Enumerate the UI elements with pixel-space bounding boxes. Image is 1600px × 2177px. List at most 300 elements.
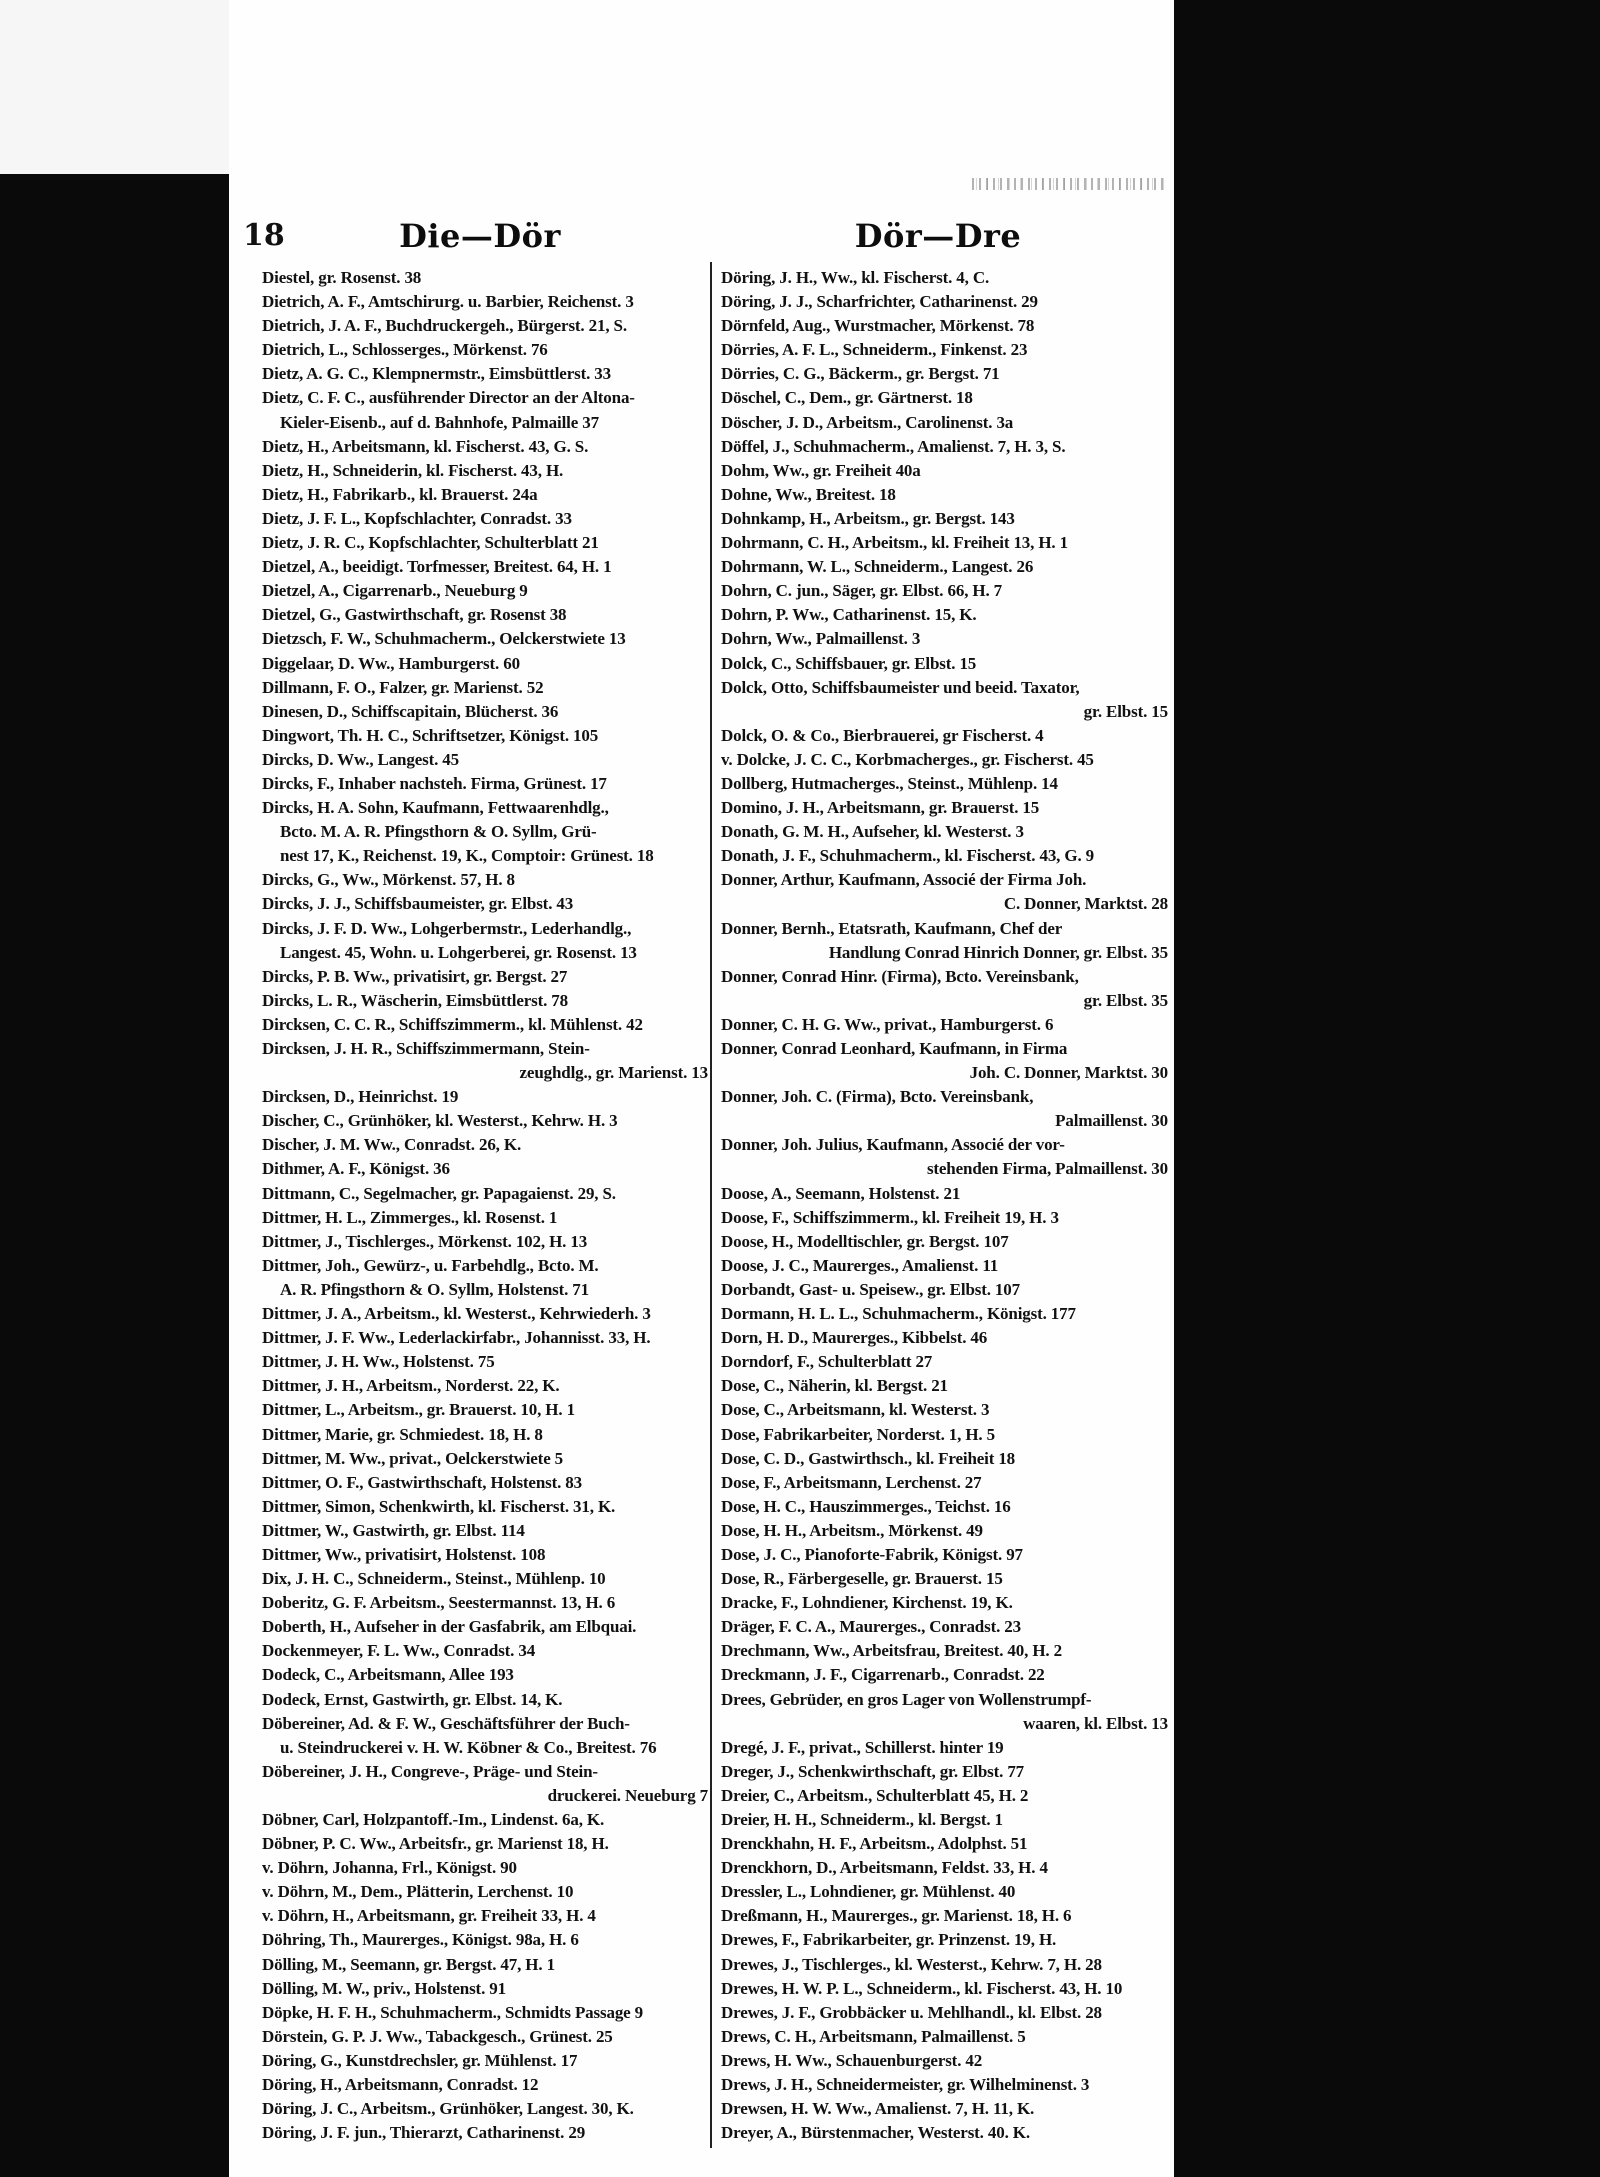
entry-text: Doose, J. C., Maurerges., Amalienst. 11 bbox=[721, 1255, 999, 1275]
directory-line bbox=[721, 2001, 1168, 2025]
directory-line bbox=[721, 1832, 1168, 1856]
entry-text: Dohne, Ww., Breitest. 18 bbox=[721, 484, 896, 504]
entry-text: Dockenmeyer, F. L. Ww., Conradst. 34 bbox=[262, 1641, 536, 1661]
directory-line bbox=[721, 1904, 1168, 1928]
entry-text: Joh. C. Donner, Marktst. 30 bbox=[969, 1063, 1168, 1083]
directory-line bbox=[721, 1784, 1168, 1808]
entry-text: Dittmer, H. L., Zimmerges., kl. Rosenst. 1 bbox=[262, 1207, 558, 1227]
directory-line bbox=[721, 1808, 1168, 1832]
entry-text: Döring, J. H., Ww., kl. Fischerst. 4, C. bbox=[721, 268, 990, 287]
entry-text: Dose, H. H., Arbeitsm., Mörkenst. 49 bbox=[721, 1520, 983, 1540]
directory-line bbox=[721, 362, 1168, 386]
directory-line bbox=[721, 338, 1168, 362]
entry-text: Dietz, H., Fabrikarb., kl. Brauerst. 24a bbox=[262, 484, 538, 504]
directory-line bbox=[721, 483, 1168, 507]
directory-line bbox=[262, 1037, 708, 1061]
entry-text: gr. Elbst. 35 bbox=[1083, 990, 1168, 1010]
entry-text: Donner, Joh. C. (Firma), Bcto. Vereinsbank, bbox=[721, 1087, 1034, 1107]
directory-line bbox=[721, 1423, 1168, 1447]
directory-line bbox=[721, 1495, 1168, 1519]
directory-line bbox=[262, 386, 708, 410]
directory-line bbox=[721, 1471, 1168, 1495]
entry-text: Dohm, Ww., gr. Freiheit 40a bbox=[721, 460, 921, 480]
directory-line bbox=[262, 435, 708, 459]
directory-line bbox=[262, 1374, 708, 1398]
directory-line bbox=[262, 1567, 708, 1591]
entry-text: waaren, kl. Elbst. 13 bbox=[1023, 1713, 1168, 1733]
directory-line bbox=[262, 1808, 708, 1832]
entry-text: Drenckhahn, H. F., Arbeitsm., Adolphst. 51 bbox=[721, 1834, 1028, 1854]
entry-text: Dörstein, G. P. J. Ww., Tabackgesch., Grünest. 25 bbox=[262, 2026, 613, 2046]
entry-text: Drewes, J. F., Grobbäcker u. Mehlhandl., kl. Elbst. 28 bbox=[721, 2002, 1102, 2022]
directory-line bbox=[262, 1133, 708, 1157]
entry-text: Dillmann, F. O., Falzer, gr. Marienst. 52 bbox=[262, 677, 544, 697]
directory-line bbox=[721, 700, 1168, 724]
directory-line bbox=[721, 1447, 1168, 1471]
directory-line bbox=[262, 362, 708, 386]
entry-text: Dittmer, J., Tischlerges., Mörkenst. 102, H. 13 bbox=[262, 1231, 588, 1251]
directory-line bbox=[721, 1326, 1168, 1350]
directory-line bbox=[721, 676, 1168, 700]
directory-line bbox=[262, 1856, 708, 1880]
directory-line bbox=[262, 1543, 708, 1567]
entry-text: Dircksen, D., Heinrichst. 19 bbox=[262, 1087, 459, 1107]
entry-text: Dohnkamp, H., Arbeitsm., gr. Bergst. 143 bbox=[721, 508, 1015, 528]
running-head-right: Dör—Dre bbox=[854, 217, 1022, 255]
directory-line bbox=[262, 1013, 708, 1037]
entry-text: Dietzel, A., beeidigt. Torfmesser, Breitest. 64, H. 1 bbox=[262, 557, 612, 577]
entry-text: Döring, H., Arbeitsmann, Conradst. 12 bbox=[262, 2075, 539, 2095]
entry-text: Dircks, L. R., Wäscherin, Eimsbüttlerst. 78 bbox=[262, 990, 569, 1010]
entry-text: Döbereiner, J. H., Congreve-, Präge- und Stein- bbox=[262, 1761, 598, 1781]
entry-text: Dietz, H., Schneiderin, kl. Fischerst. 43, H. bbox=[262, 460, 564, 480]
directory-line bbox=[262, 1350, 708, 1374]
directory-line bbox=[721, 1254, 1168, 1278]
directory-line bbox=[721, 989, 1168, 1013]
entry-text: Dittmer, Simon, Schenkwirth, kl. Fischerst. 31, K. bbox=[262, 1496, 616, 1516]
entry-text: Doberth, H., Aufseher in der Gasfabrik, am Elbquai. bbox=[262, 1617, 637, 1637]
directory-line bbox=[262, 507, 708, 531]
entry-text: Dittmer, M. Ww., privat., Oelckerstwiete 5 bbox=[262, 1448, 564, 1468]
directory-line bbox=[721, 2049, 1168, 2073]
directory-line bbox=[721, 1591, 1168, 1615]
entry-text: Dorndorf, F., Schulterblatt 27 bbox=[721, 1352, 933, 1372]
entry-text: druckerei. Neueburg 7 bbox=[547, 1785, 708, 1805]
directory-line bbox=[262, 2097, 708, 2121]
directory-line bbox=[262, 941, 708, 965]
directory-line bbox=[721, 1543, 1168, 1567]
entry-text: Dölling, M. W., priv., Holstenst. 91 bbox=[262, 1978, 506, 1998]
directory-line bbox=[721, 1639, 1168, 1663]
directory-line bbox=[721, 868, 1168, 892]
entry-text: Dittmer, Marie, gr. Schmiedest. 18, H. 8 bbox=[262, 1424, 543, 1444]
directory-line bbox=[721, 314, 1168, 338]
entry-text: Donath, J. F., Schuhmacherm., kl. Fischerst. 43, G. 9 bbox=[721, 846, 1094, 866]
entry-text: Dircksen, C. C. R., Schiffszimmerm., kl. Mühlenst. 42 bbox=[262, 1014, 643, 1034]
entry-text: Dose, J. C., Pianoforte-Fabrik, Königst. 97 bbox=[721, 1544, 1023, 1564]
entry-text: Dorn, H. D., Maurerges., Kibbelst. 46 bbox=[721, 1328, 988, 1348]
entry-text: Dose, C., Näherin, kl. Bergst. 21 bbox=[721, 1376, 948, 1396]
directory-line bbox=[262, 1495, 708, 1519]
directory-line bbox=[262, 1398, 708, 1422]
directory-line bbox=[721, 1663, 1168, 1687]
directory-line bbox=[262, 820, 708, 844]
entry-text: Döring, J. C., Arbeitsm., Grünhöker, Langest. 30, K. bbox=[262, 2099, 634, 2119]
directory-line bbox=[262, 652, 708, 676]
directory-line bbox=[262, 772, 708, 796]
entry-text: Dircks, F., Inhaber nachsteh. Firma, Grünest. 17 bbox=[262, 773, 607, 793]
directory-line bbox=[721, 1278, 1168, 1302]
directory-line bbox=[262, 2001, 708, 2025]
directory-line bbox=[262, 338, 708, 362]
entry-text: Dittmer, J. H., Arbeitsm., Norderst. 22, K. bbox=[262, 1376, 560, 1396]
entry-text: Dose, F., Arbeitsmann, Lerchenst. 27 bbox=[721, 1472, 982, 1492]
directory-line bbox=[721, 507, 1168, 531]
entry-text: Dörnfeld, Aug., Wurstmacher, Mörkenst. 78 bbox=[721, 316, 1035, 336]
entry-text: Döbereiner, Ad. & F. W., Geschäftsführer der Buch- bbox=[262, 1713, 630, 1733]
directory-line bbox=[262, 1760, 708, 1784]
entry-text: v. Döhrn, H., Arbeitsmann, gr. Freiheit 33, H. 4 bbox=[262, 1906, 596, 1926]
directory-line bbox=[721, 1928, 1168, 1952]
entry-text: v. Döhrn, M., Dem., Plätterin, Lerchenst. 10 bbox=[262, 1882, 574, 1902]
entry-text: Donner, C. H. G. Ww., privat., Hamburgerst. 6 bbox=[721, 1014, 1054, 1034]
entry-text: A. R. Pfingsthorn & O. Syllm, Holstenst. 71 bbox=[280, 1279, 590, 1299]
entry-text: Döscher, J. D., Arbeitsm., Carolinenst. 3a bbox=[721, 412, 1014, 432]
entry-text: nest 17, K., Reichenst. 19, K., Comptoir: Grünest. 18 bbox=[280, 846, 654, 866]
directory-line bbox=[721, 1085, 1168, 1109]
right-column bbox=[721, 266, 1168, 2145]
entry-text: Dolck, O. & Co., Bierbrauerei, gr Fischerst. 4 bbox=[721, 725, 1044, 745]
entry-text: Drews, C. H., Arbeitsmann, Palmaillenst. 5 bbox=[721, 2026, 1026, 2046]
directory-line bbox=[262, 1109, 708, 1133]
directory-line bbox=[262, 459, 708, 483]
entry-text: Diggelaar, D. Ww., Hamburgerst. 60 bbox=[262, 653, 520, 673]
directory-line bbox=[721, 290, 1168, 314]
directory-line bbox=[262, 2049, 708, 2073]
directory-line bbox=[721, 965, 1168, 989]
directory-line bbox=[721, 1712, 1168, 1736]
directory-line bbox=[262, 1278, 708, 1302]
directory-line bbox=[721, 411, 1168, 435]
directory-line bbox=[721, 1953, 1168, 1977]
entry-text: Dose, C., Arbeitsmann, kl. Westerst. 3 bbox=[721, 1400, 990, 1420]
directory-line bbox=[262, 1157, 708, 1181]
entry-text: Döring, J. F. jun., Thierarzt, Catharinenst. 29 bbox=[262, 2123, 586, 2143]
entry-text: Dietz, H., Arbeitsmann, kl. Fischerst. 43, G. S. bbox=[262, 436, 589, 456]
directory-line bbox=[721, 748, 1168, 772]
entry-text: Dreßmann, H., Maurerges., gr. Marienst. 18, H. 6 bbox=[721, 1906, 1072, 1926]
directory-line bbox=[721, 435, 1168, 459]
directory-line bbox=[262, 724, 708, 748]
entry-text: Donner, Conrad Leonhard, Kaufmann, in Firma bbox=[721, 1039, 1068, 1058]
entry-text: Dittmer, L., Arbeitsm., gr. Brauerst. 10, H. 1 bbox=[262, 1400, 575, 1420]
directory-line bbox=[721, 1856, 1168, 1880]
directory-line bbox=[721, 1133, 1168, 1157]
entry-text: Döschel, C., Dem., gr. Gärtnerst. 18 bbox=[721, 388, 973, 408]
entry-text: Dose, R., Färbergeselle, gr. Brauerst. 15 bbox=[721, 1569, 1003, 1589]
entry-text: Dietzsch, F. W., Schuhmacherm., Oelckerstwiete 13 bbox=[262, 629, 626, 649]
entry-text: Dix, J. H. C., Schneiderm., Steinst., Mühlenp. 10 bbox=[262, 1569, 606, 1589]
entry-text: Dreger, J., Schenkwirthschaft, gr. Elbst. 77 bbox=[721, 1761, 1025, 1781]
directory-line bbox=[262, 290, 708, 314]
entry-text: Drewes, J., Tischlerges., kl. Westerst., Kehrw. 7, H. 28 bbox=[721, 1954, 1102, 1974]
directory-line bbox=[262, 796, 708, 820]
directory-line bbox=[262, 411, 708, 435]
entry-text: Dittmer, Joh., Gewürz-, u. Farbehdlg., Bcto. M. bbox=[262, 1255, 599, 1275]
entry-text: v. Döhrn, Johanna, Frl., Königst. 90 bbox=[262, 1858, 517, 1878]
entry-text: Dircks, G., Ww., Mörkenst. 57, H. 8 bbox=[262, 870, 515, 890]
entry-text: Dircks, J. J., Schiffsbaumeister, gr. Elbst. 43 bbox=[262, 894, 574, 914]
entry-text: Donner, Joh. Julius, Kaufmann, Associé der vor- bbox=[721, 1135, 1065, 1155]
directory-line bbox=[721, 1615, 1168, 1639]
directory-line bbox=[262, 1326, 708, 1350]
entry-text: Dreckmann, J. F., Cigarrenarb., Conradst. 22 bbox=[721, 1665, 1045, 1685]
entry-text: Drewsen, H. W. Ww., Amalienst. 7, H. 11, K. bbox=[721, 2099, 1035, 2119]
directory-line bbox=[262, 1712, 708, 1736]
directory-line bbox=[262, 2025, 708, 2049]
directory-line bbox=[262, 603, 708, 627]
entry-text: Dittmer, O. F., Gastwirthschaft, Holstenst. 83 bbox=[262, 1472, 583, 1492]
entry-text: Döring, G., Kunstdrechsler, gr. Mühlenst. 17 bbox=[262, 2050, 578, 2070]
entry-text: Dircks, H. A. Sohn, Kaufmann, Fettwaarenhdlg., bbox=[262, 798, 609, 818]
directory-line bbox=[262, 555, 708, 579]
entry-text: Doose, F., Schiffszimmerm., kl. Freiheit 19, H. 3 bbox=[721, 1207, 1059, 1227]
entry-text: zeughdlg., gr. Marienst. 13 bbox=[519, 1063, 708, 1083]
directory-line bbox=[721, 820, 1168, 844]
entry-text: Drenckhorn, D., Arbeitsmann, Feldst. 33, H. 4 bbox=[721, 1858, 1048, 1878]
directory-line bbox=[721, 1398, 1168, 1422]
entry-text: Dreier, C., Arbeitsm., Schulterblatt 45, H. 2 bbox=[721, 1785, 1029, 1805]
entry-text: Dittmer, J. H. Ww., Holstenst. 75 bbox=[262, 1352, 495, 1372]
entry-text: Dohrn, P. Ww., Catharinenst. 15, K. bbox=[721, 605, 977, 625]
directory-line bbox=[721, 2073, 1168, 2097]
entry-text: Dollberg, Hutmacherges., Steinst., Mühlenp. 14 bbox=[721, 773, 1058, 793]
directory-line bbox=[721, 555, 1168, 579]
directory-line bbox=[721, 917, 1168, 941]
entry-text: Dietzel, G., Gastwirthschaft, gr. Rosenst 38 bbox=[262, 605, 567, 625]
directory-line bbox=[721, 531, 1168, 555]
entry-text: Drews, J. H., Schneidermeister, gr. Wilhelminenst. 3 bbox=[721, 2075, 1090, 2095]
entry-text: Dreier, H. H., Schneiderm., kl. Bergst. 1 bbox=[721, 1810, 1003, 1829]
entry-text: C. Donner, Marktst. 28 bbox=[1003, 894, 1168, 914]
entry-text: Discher, J. M. Ww., Conradst. 26, K. bbox=[262, 1135, 522, 1155]
entry-text: Dinesen, D., Schiffscapitain, Blücherst. 36 bbox=[262, 701, 559, 721]
entry-text: Dittmer, J. A., Arbeitsm., kl. Westerst., Kehrwiederh. 3 bbox=[262, 1304, 651, 1324]
directory-line bbox=[262, 1230, 708, 1254]
entry-text: Dittmer, W., Gastwirth, gr. Elbst. 114 bbox=[262, 1520, 525, 1540]
directory-line bbox=[721, 2025, 1168, 2049]
scan-fold-speckle bbox=[972, 178, 1168, 190]
entry-text: Discher, C., Grünhöker, kl. Westerst., Kehrw. H. 3 bbox=[262, 1111, 618, 1131]
entry-text: Dohrn, C. jun., Säger, gr. Elbst. 66, H. 7 bbox=[721, 581, 1003, 601]
left-column bbox=[262, 266, 708, 2145]
directory-line bbox=[721, 603, 1168, 627]
directory-line bbox=[262, 1615, 708, 1639]
entry-text: u. Steindruckerei v. H. W. Köbner & Co., Breitest. 76 bbox=[280, 1737, 657, 1757]
directory-line bbox=[721, 772, 1168, 796]
directory-line bbox=[262, 1904, 708, 1928]
directory-line bbox=[262, 1832, 708, 1856]
entry-text: Donath, G. M. H., Aufseher, kl. Westerst. 3 bbox=[721, 822, 1024, 842]
entry-text: Dircks, P. B. Ww., privatisirt, gr. Bergst. 27 bbox=[262, 966, 568, 986]
entry-text: Donner, Arthur, Kaufmann, Associé der Firma Joh. bbox=[721, 870, 1087, 890]
directory-line bbox=[721, 1374, 1168, 1398]
entry-text: Dregé, J. F., privat., Schillerst. hinter 19 bbox=[721, 1737, 1004, 1757]
entry-text: Dolck, C., Schiffsbauer, gr. Elbst. 15 bbox=[721, 653, 977, 673]
entry-text: Döffel, J., Schuhmacherm., Amalienst. 7, H. 3, S. bbox=[721, 436, 1066, 456]
entry-text: Langest. 45, Wohn. u. Lohgerberei, gr. Rosenst. 13 bbox=[280, 942, 637, 962]
entry-text: Drews, H. Ww., Schauenburgerst. 42 bbox=[721, 2050, 983, 2070]
directory-line bbox=[262, 989, 708, 1013]
directory-line bbox=[262, 748, 708, 772]
entry-text: Dittmann, C., Segelmacher, gr. Papagaienst. 29, S. bbox=[262, 1183, 616, 1203]
directory-line bbox=[721, 1880, 1168, 1904]
directory-line bbox=[721, 1061, 1168, 1085]
entry-text: Handlung Conrad Hinrich Donner, gr. Elbst. 35 bbox=[828, 942, 1168, 962]
directory-line bbox=[262, 965, 708, 989]
directory-line bbox=[721, 266, 1168, 290]
directory-line bbox=[262, 1182, 708, 1206]
directory-line bbox=[721, 844, 1168, 868]
directory-line bbox=[721, 579, 1168, 603]
entry-text: Dietrich, L., Schlosserges., Mörkenst. 76 bbox=[262, 340, 548, 360]
entry-text: Dohrn, Ww., Palmaillenst. 3 bbox=[721, 629, 921, 649]
page-number: 18 bbox=[243, 218, 285, 253]
entry-text: v. Dolcke, J. C. C., Korbmacherges., gr. Fischerst. 45 bbox=[721, 749, 1094, 769]
directory-line bbox=[262, 1736, 708, 1760]
directory-line bbox=[721, 1977, 1168, 2001]
directory-line bbox=[262, 676, 708, 700]
directory-line bbox=[262, 483, 708, 507]
entry-text: Dracke, F., Lohndiener, Kirchenst. 19, K. bbox=[721, 1593, 1013, 1613]
entry-text: Dietrich, J. A. F., Buchdruckergeh., Bürgerst. 21, S. bbox=[262, 316, 627, 336]
directory-line bbox=[262, 1206, 708, 1230]
directory-line bbox=[721, 386, 1168, 410]
entry-text: Doose, H., Modelltischler, gr. Bergst. 107 bbox=[721, 1231, 1009, 1251]
directory-line bbox=[721, 1182, 1168, 1206]
directory-line bbox=[262, 844, 708, 868]
directory-line bbox=[721, 1109, 1168, 1133]
directory-line bbox=[721, 1519, 1168, 1543]
entry-text: Dräger, F. C. A., Maurerges., Conradst. 23 bbox=[721, 1617, 1021, 1637]
entry-text: Dircks, D. Ww., Langest. 45 bbox=[262, 749, 459, 769]
entry-text: Drechmann, Ww., Arbeitsfrau, Breitest. 40, H. 2 bbox=[721, 1641, 1062, 1661]
directory-line bbox=[721, 1302, 1168, 1326]
entry-text: Dingwort, Th. H. C., Schriftsetzer, Königst. 105 bbox=[262, 725, 599, 745]
directory-line bbox=[262, 1302, 708, 1326]
entry-text: Dolck, Otto, Schiffsbaumeister und beeid. Taxator, bbox=[721, 677, 1080, 697]
entry-text: Palmaillenst. 30 bbox=[1055, 1111, 1168, 1131]
directory-line bbox=[262, 892, 708, 916]
entry-text: Dietz, J. F. L., Kopfschlachter, Conradst. 33 bbox=[262, 508, 572, 528]
entry-text: Domino, J. H., Arbeitsmann, gr. Brauerst. 15 bbox=[721, 798, 1040, 818]
entry-text: Drewes, F., Fabrikarbeiter, gr. Prinzenst. 19, H. bbox=[721, 1930, 1057, 1950]
entry-text: Dircks, J. F. D. Ww., Lohgerbermstr., Lederhandlg., bbox=[262, 918, 632, 938]
entry-text: Dose, H. C., Hauszimmerges., Teichst. 16 bbox=[721, 1496, 1011, 1516]
directory-line bbox=[721, 1037, 1168, 1061]
directory-line bbox=[721, 2097, 1168, 2121]
entry-text: Dose, Fabrikarbeiter, Norderst. 1, H. 5 bbox=[721, 1424, 995, 1444]
entry-text: Dietz, A. G. C., Klempnermstr., Eimsbüttlerst. 33 bbox=[262, 364, 611, 384]
entry-text: Dreyer, A., Bürstenmacher, Westerst. 40. K. bbox=[721, 2123, 1030, 2143]
directory-line bbox=[721, 652, 1168, 676]
directory-line bbox=[721, 1230, 1168, 1254]
entry-text: Dormann, H. L. L., Schuhmacherm., Königst. 177 bbox=[721, 1304, 1076, 1324]
directory-line bbox=[262, 1085, 708, 1109]
directory-line bbox=[262, 1663, 708, 1687]
entry-text: Diestel, gr. Rosenst. 38 bbox=[262, 268, 422, 287]
directory-line bbox=[262, 1519, 708, 1543]
entry-text: Doberitz, G. F. Arbeitsm., Seestermannst. 13, H. 6 bbox=[262, 1593, 616, 1613]
directory-line bbox=[262, 1471, 708, 1495]
entry-text: Dorbandt, Gast- u. Speisew., gr. Elbst. 107 bbox=[721, 1279, 1020, 1299]
directory-line bbox=[262, 1061, 708, 1085]
entry-text: Dose, C. D., Gastwirthsch., kl. Freiheit 18 bbox=[721, 1448, 1016, 1468]
directory-line bbox=[262, 1953, 708, 1977]
directory-line bbox=[721, 1350, 1168, 1374]
directory-line bbox=[721, 2121, 1168, 2145]
entry-text: Dittmer, J. F. Ww., Lederlackirfabr., Johannisst. 33, H. bbox=[262, 1328, 651, 1348]
directory-line bbox=[262, 1784, 708, 1808]
directory-line bbox=[262, 1928, 708, 1952]
directory-line bbox=[262, 314, 708, 338]
directory-line bbox=[262, 2121, 708, 2145]
directory-line bbox=[262, 531, 708, 555]
directory-line bbox=[721, 1567, 1168, 1591]
directory-line bbox=[721, 1157, 1168, 1181]
column-divider bbox=[710, 262, 712, 2148]
entry-text: Dittmer, Ww., privatisirt, Holstenst. 108 bbox=[262, 1544, 546, 1564]
directory-line bbox=[721, 459, 1168, 483]
entry-text: Dietzel, A., Cigarrenarb., Neueburg 9 bbox=[262, 581, 528, 601]
directory-line bbox=[262, 1447, 708, 1471]
entry-text: Dressler, L., Lohndiener, gr. Mühlenst. 40 bbox=[721, 1882, 1016, 1902]
entry-text: Donner, Bernh., Etatsrath, Kaufmann, Chef der bbox=[721, 918, 1063, 938]
entry-text: Döbner, Carl, Holzpantoff.-Im., Lindenst. 6a, K. bbox=[262, 1810, 605, 1829]
entry-text: Dörries, A. F. L., Schneiderm., Finkenst. 23 bbox=[721, 340, 1028, 360]
entry-text: Dietz, J. R. C., Kopfschlachter, Schulterblatt 21 bbox=[262, 533, 599, 553]
adjacent-page-fragment bbox=[0, 0, 232, 174]
entry-text: Dodeck, C., Arbeitsmann, Allee 193 bbox=[262, 1665, 514, 1685]
entry-text: Dörries, C. G., Bäckerm., gr. Bergst. 71 bbox=[721, 364, 1000, 384]
directory-line bbox=[262, 1254, 708, 1278]
directory-line bbox=[262, 917, 708, 941]
entry-text: Döhring, Th., Maurerges., Königst. 98a, H. 6 bbox=[262, 1930, 579, 1950]
entry-text: Kieler-Eisenb., auf d. Bahnhofe, Palmaille 37 bbox=[280, 412, 599, 432]
directory-line bbox=[262, 700, 708, 724]
entry-text: Dölling, M., Seemann, gr. Bergst. 47, H. 1 bbox=[262, 1954, 555, 1974]
directory-line bbox=[721, 724, 1168, 748]
entry-text: Drewes, H. W. P. L., Schneiderm., kl. Fischerst. 43, H. 10 bbox=[721, 1978, 1123, 1998]
directory-line bbox=[262, 1591, 708, 1615]
entry-text: Dohrmann, C. H., Arbeitsm., kl. Freiheit 13, H. 1 bbox=[721, 533, 1068, 553]
directory-line bbox=[262, 1688, 708, 1712]
directory-line bbox=[721, 1688, 1168, 1712]
entry-text: Döring, J. J., Scharfrichter, Catharinenst. 29 bbox=[721, 292, 1038, 312]
entry-text: Dodeck, Ernst, Gastwirth, gr. Elbst. 14, K. bbox=[262, 1689, 563, 1709]
entry-text: Dohrmann, W. L., Schneiderm., Langest. 26 bbox=[721, 557, 1034, 577]
entry-text: Donner, Conrad Hinr. (Firma), Bcto. Vereinsbank, bbox=[721, 966, 1079, 986]
directory-line bbox=[262, 2073, 708, 2097]
directory-line bbox=[262, 1423, 708, 1447]
directory-line bbox=[262, 1977, 708, 2001]
directory-line bbox=[721, 1760, 1168, 1784]
directory-line bbox=[262, 627, 708, 651]
directory-line bbox=[262, 1880, 708, 1904]
entry-text: stehenden Firma, Palmaillenst. 30 bbox=[926, 1159, 1168, 1179]
directory-line bbox=[721, 1013, 1168, 1037]
directory-line bbox=[721, 941, 1168, 965]
